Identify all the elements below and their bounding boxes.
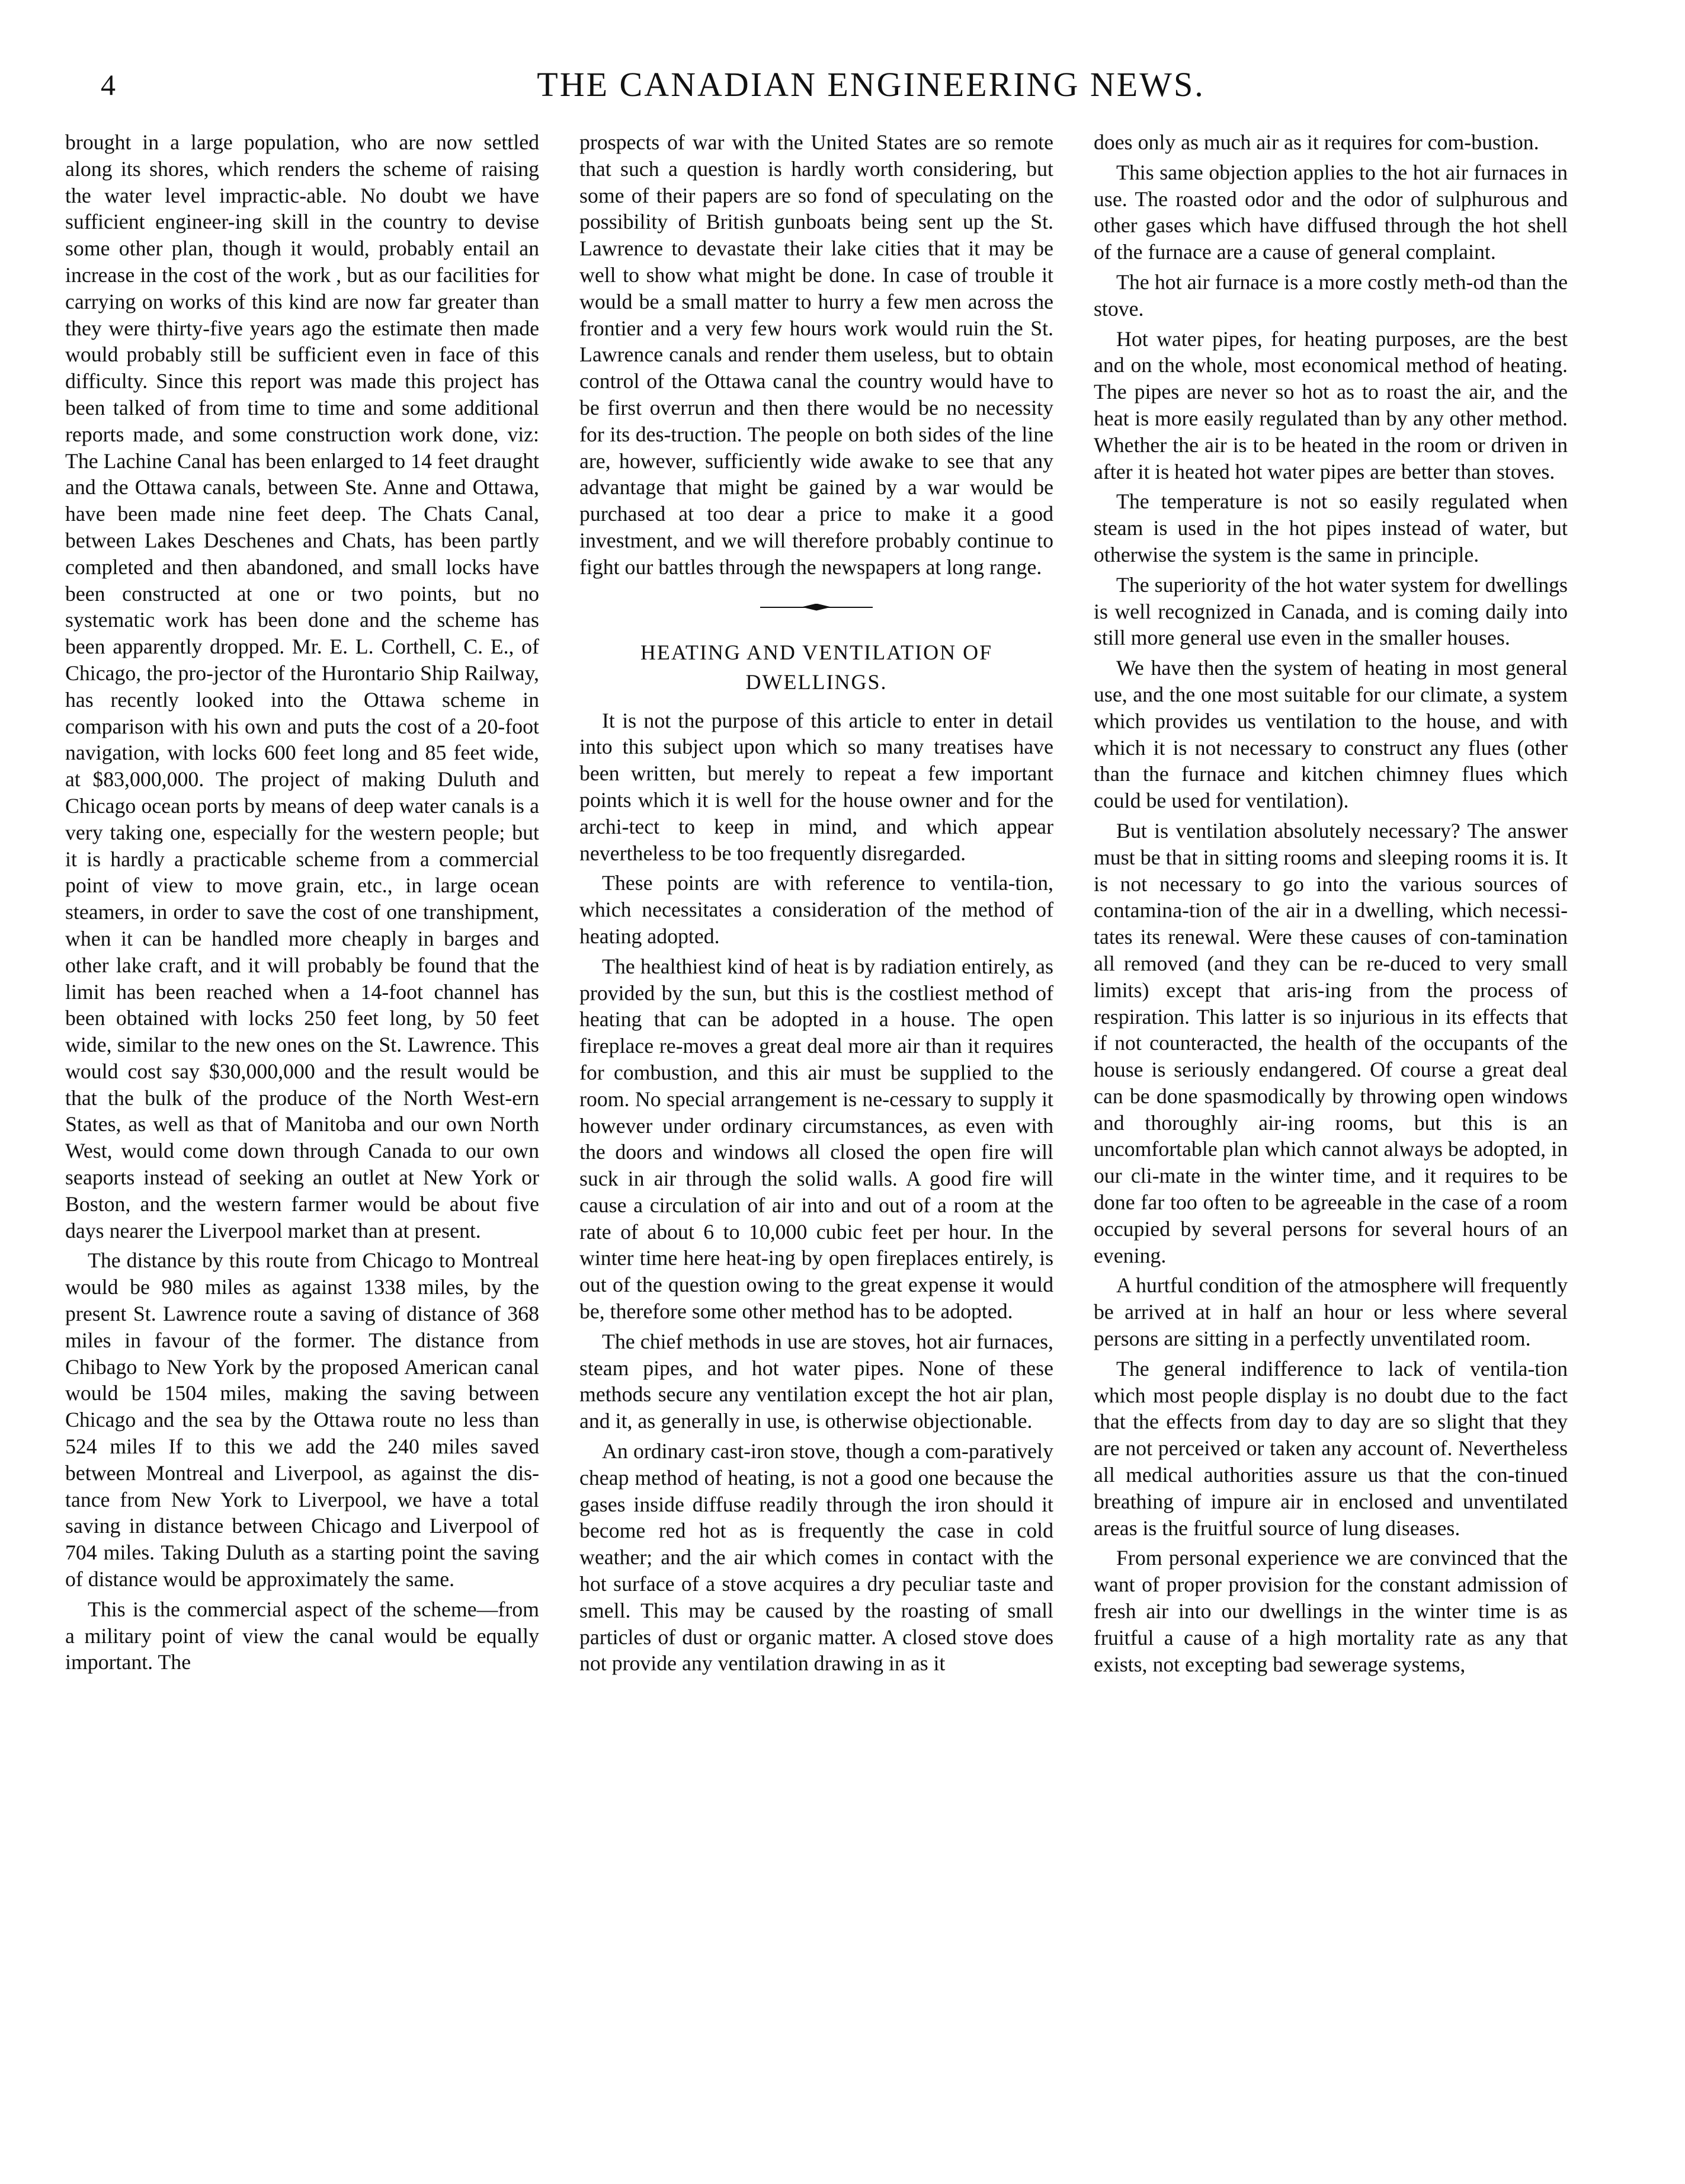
column-3 <box>1094 129 1568 1681</box>
paragraph: An ordinary cast-iron stove, though a com-paratively cheap method of heating, is not a good one because the gases inside diffuse readily through the iron should it become red hot as is frequently the case in cold weather; and the air which comes in contact with the hot surface of a stove acquires a dry peculiar taste and smell. This may be caused by the roasting of small particles of dust or organic matter. A closed stove does not provide any ventilation drawing in as it <box>579 1439 1053 1676</box>
page-number: 4 <box>101 68 116 101</box>
article-heading: HEATING AND VENTILATION OF DWELLINGS. <box>640 640 993 694</box>
paragraph: brought in a large population, who are now settled along its shores, which renders the scheme of raising the water level impractic-able. No doubt we have sufficient engineer-ing skill in the country to devise some other plan, though it would, probably entail an increase in the cost of the work , but as our facilities for carrying on works of this kind are now far greater than they were thirty-five years ago the estimate then made would probably still be sufficient even in face of this difficulty. Since this report was made this project has been talked of from time to time and some additional reports made, and some construction work done, viz: The Lachine Canal has been enlarged to 14 feet draught and the Ottawa canals, between Ste. Anne and Ottawa, have been made nine feet deep. The Chats Canal, between Lakes Deschenes and Chats, has been partly completed and then abandoned, and small locks have been constructed at one or two points, but no systematic work has been done and the scheme has been apparently dropped. Mr. E. L. Corthell, C. E., of Chicago, the pro-jector of the Hurontario Ship Railway, has recently looked into the Ottawa scheme in comparison with his own and puts the cost of a 20-foot navigation, with locks 600 feet long and 85 feet wide, at $83,000,000. The project of making Duluth and Chicago ocean ports by means of deep water canals is a very taking one, especially for the western people; but it is hardly a practicable scheme from a commercial point of view to move grain, etc., in large ocean steamers, in order to save the cost of one transhipment, when it can be handled more cheaply in barges and other lake craft, and it will probably be found that the limit has been reached when a 14-foot channel has been obtained with locks 250 feet long, by 50 feet wide, similar to the new ones on the St. Lawrence. This would cost say $30,000,000 and the result would be that the bulk of the produce of the North West-ern States, as well as that of Manitoba and our own North West, would come down through Canada to our own seaports instead of seeking an outlet at New York or Boston, and the western farmer would be about five days nearer the Liverpool market than at present. <box>65 130 539 1242</box>
paragraph: does only as much air as it requires for com-bustion. <box>1094 130 1539 154</box>
paragraph: A hurtful condition of the atmosphere will frequently be arrived at in half an hour or less where several persons are sitting in a perfectly unventilated room. <box>1094 1273 1568 1351</box>
paragraph: This same objection applies to the hot air furnaces in use. The roasted odor and the odor of sulphurous and other gases which have diffused through the hot shell of the furnace are a cause of general complaint. <box>1094 160 1568 264</box>
divider-ornament <box>802 604 831 611</box>
paragraph: prospects of war with the United States are so remote that such a question is hardly worth considering, but some of their papers are so fond of speculating on the possibility of British gunboats being sent up the St. Lawrence to devastate their lake cities that it may be well to show what might be done. In case of trouble it would be a small matter to hurry a few men across the frontier and a very few hours work would ruin the St. Lawrence canals and render them useless, but to obtain control of the Ottawa canal the country would have to be first overrun and then there would be no necessity for its des-truction. The people on both sides of the line are, however, sufficiently wide awake to see that any advantage that might be gained by a war would be purchased at too dear a price to make it a good investment, and we will therefore probably continue to fight our battles through the newspapers at long range. <box>579 130 1053 579</box>
paragraph: The distance by this route from Chicago to Montreal would be 980 miles as against 1338 miles, by the present St. Lawrence route a saving of distance of 368 miles in favour of the former. The distance from Chibago to New York by the proposed American canal would be 1504 miles, making the saving between Chicago and the sea by the Ottawa route no less than 524 miles If to this we add the 240 miles saved between Montreal and Liverpool, as against the dis-tance from New York to Liverpool, we have a total saving in distance between Chicago and Liverpool of 704 miles. Taking Duluth as a starting point the saving of distance would be approximately the same. <box>65 1248 539 1591</box>
paragraph: The temperature is not so easily regulated when steam is used in the hot pipes instead of water, but otherwise the system is the same in principle. <box>1094 489 1568 566</box>
paragraph: The healthiest kind of heat is by radiation entirely, as provided by the sun, but this is the costliest method of heating that can be adopted in a house. The open fireplace re-moves a great deal more air than it requires for combustion, and this air must be supplied to the room. No special arrangement is ne-cessary to supply it however under ordinary circumstances, as even with the doors and windows all closed the open fire will suck in air through the solid walls. A good fire will cause a circulation of air into and out of a room at the rate of about 6 to 10,000 cubic feet per hour. In the winter time here heat-ing by open fireplaces entirely, is out of the question owing to the great expense it would be, therefore some other method has to be adopted. <box>579 954 1053 1324</box>
paragraph: We have then the system of heating in most general use, and the one most suitable for our climate, a system which provides us ventilation to the house, and with which it is not necessary to construct any flues (other than the furnace and kitchen chimney flues which could be used for ventilation). <box>1094 656 1568 813</box>
section-divider <box>760 603 873 611</box>
page-header <box>101 64 1606 111</box>
paragraph: The hot air furnace is a more costly meth-od than the stove. <box>1094 270 1568 321</box>
paragraph: The chief methods in use are stoves, hot air furnaces, steam pipes, and hot water pipes. None of these methods secure any ventilation except the hot air plan, and it, as generally in use, is otherwise objectionable. <box>579 1329 1053 1433</box>
paragraph: It is not the purpose of this article to enter in detail into this subject upon which so many treatises have been written, but merely to repeat a few important points which it is well for the house owner and for the archi-tect to keep in mind, and which appear nevertheless to be too frequently disregarded. <box>579 708 1053 865</box>
column-1 <box>65 129 539 1679</box>
running-title: THE CANADIAN ENGINEERING NEWS. <box>537 65 1205 104</box>
column-2 <box>579 129 1053 1680</box>
paragraph: From personal experience we are convinced that the want of proper provision for the constant admission of fresh air into our dwellings in the winter time is as fruitful a cause of a high mortality rate as any that exists, not excepting bad sewerage systems, <box>1094 1546 1568 1676</box>
paragraph: These points are with reference to ventila-tion, which necessitates a consideration of the method of heating adopted. <box>579 871 1053 948</box>
paragraph: This is the commercial aspect of the scheme—from a military point of view the canal would be equally important. The <box>65 1597 539 1674</box>
paragraph: But is ventilation absolutely necessary? The answer must be that in sitting rooms and sleeping rooms it is. It is not necessary to go into the various sources of contamina-tion of the air in a dwelling, which necessi-tates its renewal. Were these causes of con-tamination all removed (and they can be re-duced to very small limits) except that aris-ing from the process of respiration. This latter is so injurious in its effects that if not counteracted, the health of the occupants of the house is seriously endangered. Of course a great deal can be done spasmodically by throwing open windows and thoroughly air-ing rooms, but this is an uncomfortable plan which cannot always be adopted, in our cli-mate in the winter time, and it requires to be done far too often to be agreeable in the case of a room occupied by several persons for several hours of an evening. <box>1094 818 1568 1267</box>
paragraph: Hot water pipes, for heating purposes, are the best and on the whole, most economical method of heating. The pipes are never so hot as to roast the air, and the heat is more easily regulated than by any other method. Whether the air is to be heated in the room or driven in after it is heated hot water pipes are better than stoves. <box>1094 326 1568 483</box>
paragraph: The general indifference to lack of ventila-tion which most people display is no doubt due to the fact that the effects from day to day are so slight that they are not perceived or taken any account of. Nevertheless all medical authorities assure us that the con-tinued breathing of impure air in enclosed and unventilated areas is the fruitful source of lung diseases. <box>1094 1356 1568 1540</box>
paragraph: The superiority of the hot water system for dwellings is well recognized in Canada, and is coming daily into still more general use even in the smaller houses. <box>1094 572 1568 650</box>
